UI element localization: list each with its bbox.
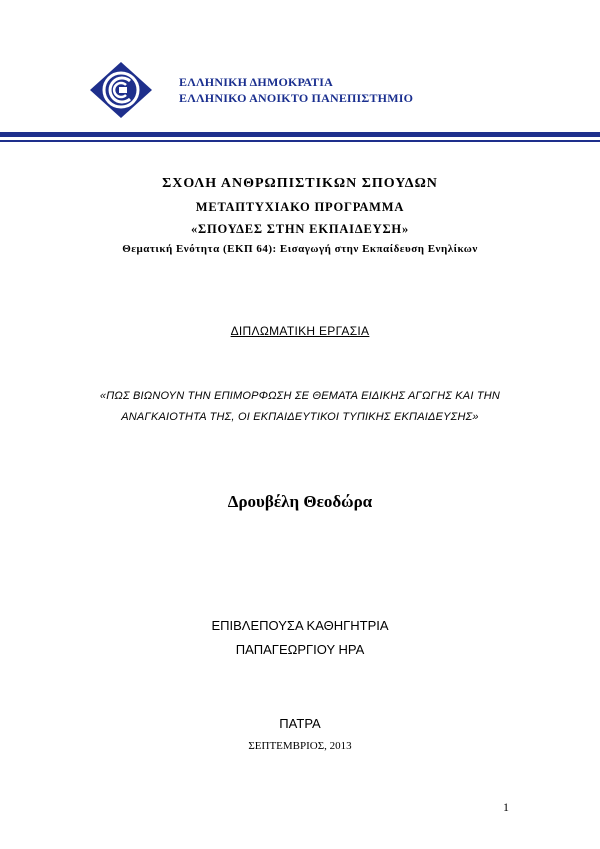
header-rule-thin	[0, 140, 600, 142]
thematic-unit: Θεματική Ενότητα (ΕΚΠ 64): Εισαγωγή στην Εκπαίδευση Ενηλίκων	[122, 243, 478, 255]
document-type: ΔΙΠΛΩΜΑΤΙΚΗ ΕΡΓΑΣΙΑ	[230, 324, 370, 338]
supervisor-label: ΕΠΙΒΛΕΠΟΥΣΑ ΚΑΘΗΓΗΤΡΙΑ	[211, 618, 389, 633]
program-name: ΜΕΤΑΠΤΥΧΙΑΚΟ ΠΡΟΓΡΑΜΜΑ	[195, 200, 405, 214]
thesis-title-line: ΑΝΑΓΚΑΙΟΤΗΤΑ ΤΗΣ, ΟΙ ΕΚΠΑΙΔΕΥΤΙΚΟΙ ΤΥΠΙΚΗΣ ΕΚΠΑΙΔΕΥΣΗΣ»	[121, 411, 479, 423]
header-rule-thick	[0, 132, 600, 137]
republic-name: ΕΛΛΗΝΙΚΗ ΔΗΜΟΚΡΑΤΙΑ	[179, 75, 333, 89]
studies-name: «ΣΠΟΥΔΕΣ ΣΤΗΝ ΕΚΠΑΙΔΕΥΣΗ»	[191, 222, 409, 236]
university-logo-icon	[88, 60, 154, 120]
thesis-title-line: «ΠΩΣ ΒΙΩΝΟΥΝ ΤΗΝ ΕΠΙΜΟΡΦΩΣΗ ΣΕ ΘΕΜΑΤΑ ΕΙΔΙΚΗΣ ΑΓΩΓΗΣ ΚΑΙ ΤΗΝ	[99, 390, 501, 402]
supervisor-name: ΠΑΠΑΓΕΩΡΓΙΟΥ ΗΡΑ	[235, 642, 365, 657]
place: ΠΑΤΡΑ	[279, 716, 321, 731]
school-name: ΣΧΟΛΗ ΑΝΘΡΩΠΙΣΤΙΚΩΝ ΣΠΟΥΔΩΝ	[162, 176, 438, 191]
author-name: Δρουβέλη Θεοδώρα	[227, 492, 373, 511]
header-text	[179, 74, 413, 106]
date: ΣΕΠΤΕΜΒΡΙΟΣ, 2013	[248, 740, 352, 752]
university-name: ΕΛΛΗΝΙΚΟ ΑΝΟΙΚΤΟ ΠΑΝΕΠΙΣΤΗΜΙΟ	[179, 91, 414, 105]
page-number: 1	[503, 800, 509, 814]
thesis-title	[0, 386, 600, 428]
